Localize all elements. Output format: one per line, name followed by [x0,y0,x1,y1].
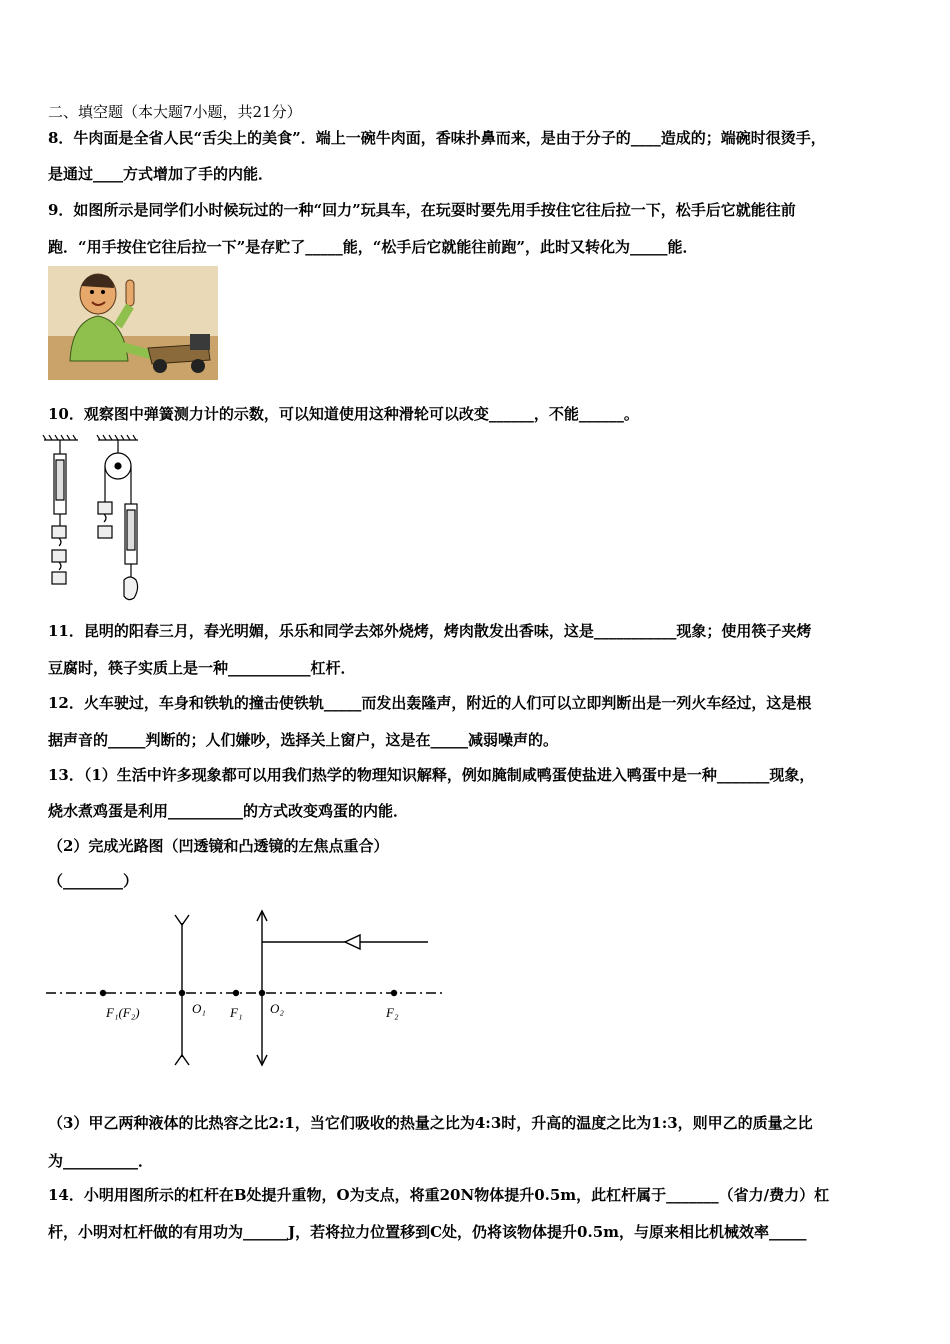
q14-line1: 14．小明用图所示的杠杆在B处提升重物，O为支点，将重20N物体提升0.5m，此杠杆属于_______（省力/费力）杠 [48,1186,830,1204]
point-o1 [179,990,185,996]
ray-arrow-icon [345,935,360,949]
optics-diagram [40,905,460,1070]
q13-line2: 烧水煮鸡蛋是利用__________的方式改变鸡蛋的内能． [48,802,409,820]
q13-part3-line2: 为__________． [48,1152,154,1170]
q10-line1: 10．观察图中弹簧测力计的示数，可以知道使用这种滑轮可以改变______，不能______。 [48,405,639,423]
q13-part3-line1: （3）甲乙两种液体的比热容之比2:1，当它们吸收的热量之比为4:3时，升高的温度之比为1:3，则甲乙的质量之比 [48,1114,813,1132]
q11-line2: 豆腐时，筷子实质上是一种___________杠杆． [48,659,356,677]
q12-line1: 12．火车驶过，车身和铁轨的撞击使铁轨_____而发出轰隆声，附近的人们可以立即判断出是一列火车经过，这是根 [48,694,812,712]
point-f1 [233,990,239,996]
label-o1: O₁ [192,1001,206,1016]
section-title: 二、填空题（本大题7小题，共21分） [48,103,302,121]
pulley-figure [40,432,160,606]
point-f2 [391,990,397,996]
point-f1f2 [100,990,106,996]
q13-answer-blank: （________） [48,872,139,890]
q13-line1: 13．（1）生活中许多现象都可以用我们热学的物理知识解释，例如腌制咸鸭蛋使盐进入鸭蛋中是一种_______现象， [48,766,815,784]
q8-line2: 是通过____方式增加了手的内能． [48,165,274,183]
q12-line2: 据声音的_____判断的；人们嫌吵，选择关上窗户，这是在_____减弱噪声的。 [48,731,559,749]
q9-line1: 9．如图所示是同学们小时候玩过的一种“回力”玩具车，在玩耍时要先用手按住它往后拉一下，松手后它就能往前 [48,201,796,219]
q11-line1: 11．昆明的阳春三月，春光明媚，乐乐和同学去郊外烧烤，烤肉散发出香味，这是___________现象；使用筷子夹烤 [48,622,812,640]
point-o2 [259,990,265,996]
label-f2: F₂ [386,1005,399,1020]
q14-line2: 杆，小明对杠杆做的有用功为______J，若将拉力位置移到C处，仍将该物体提升0.5m，与原来相比机械效率_____ [48,1223,807,1241]
q8-line1: 8．牛肉面是全省人民“舌尖上的美食”．端上一碗牛肉面，香味扑鼻而来，是由于分子的____造成的；端碗时很烫手， [48,129,826,147]
q13-part2: （2）完成光路图（凹透镜和凸透镜的左焦点重合） [48,837,389,855]
label-f1: F₁ [230,1005,243,1020]
label-f1f2: F₁(F₂) [106,1005,140,1020]
q9-line2: 跑．“用手按住它往后拉一下”是存贮了_____能，“松手后它就能往前跑”，此时又转化为_____能． [48,238,698,256]
label-o2: O₂ [270,1001,284,1016]
toy-car-figure [48,266,218,380]
